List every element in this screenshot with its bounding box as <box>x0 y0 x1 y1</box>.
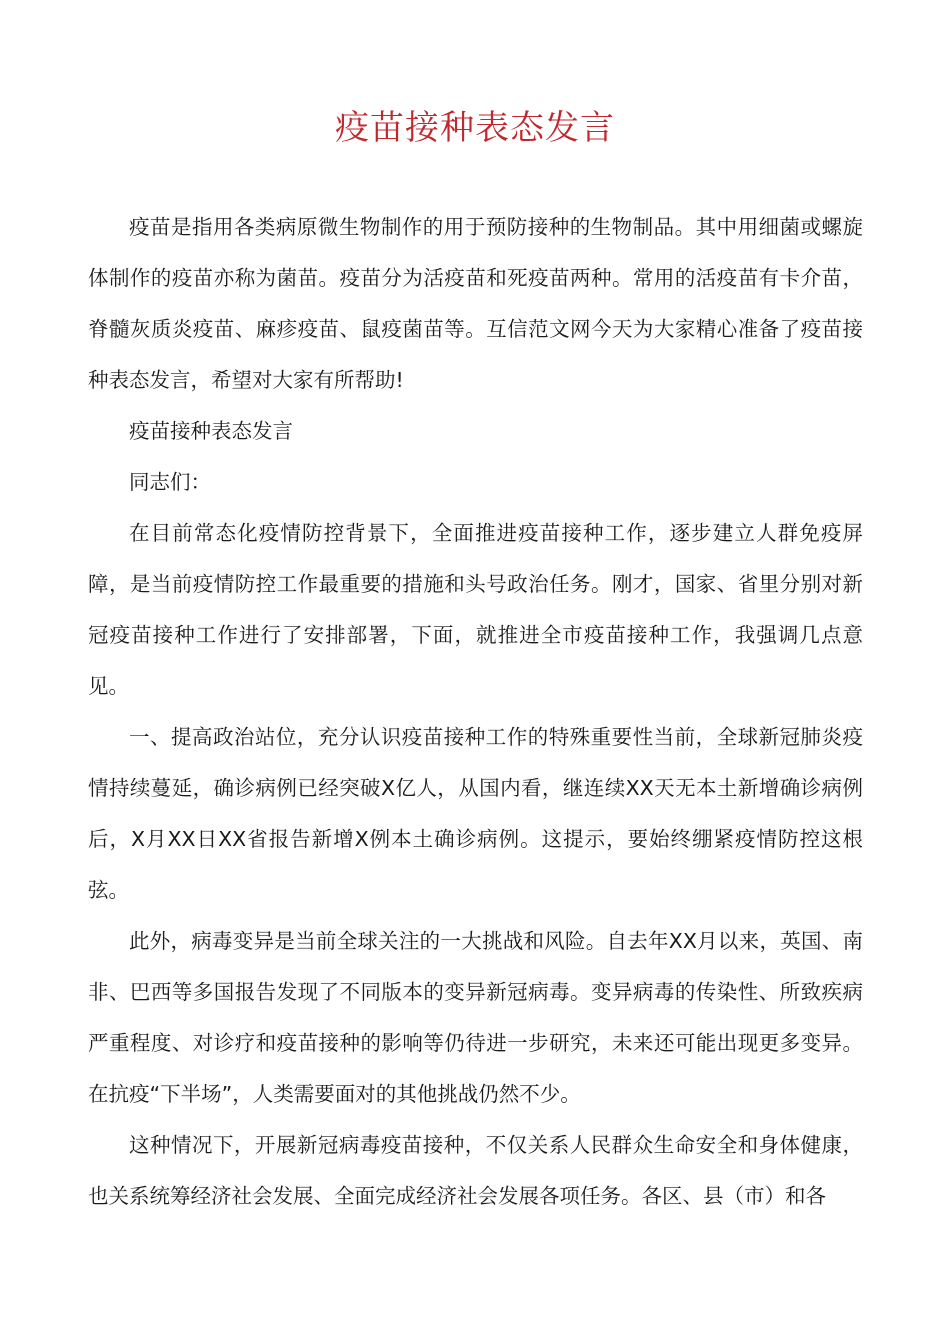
document-title: 疫苗接种表态发言 <box>335 108 615 148</box>
paragraph-point-one: 一、提高政治站位，充分认识疫苗接种工作的特殊重要性当前，全球新冠肺炎疫情持续蔓延，确诊病例已经突破X亿人，从国内看，继连续XX天无本土新增确诊病例后，X月XX日XX省报告新增X例本土确诊病例。这提示，要始终绷紧疫情防控这根弦。 <box>88 725 863 902</box>
paragraph-situation: 这种情况下，开展新冠病毒疫苗接种，不仅关系人民群众生命安全和身体健康，也关系统筹经济社会发展、全面完成经济社会发展各项任务。各区、县（市）和各 <box>88 1133 863 1208</box>
paragraph-variant: 此外，病毒变异是当前全球关注的一大挑战和风险。自去年XX月以来，英国、南非、巴西等多国报告发现了不同版本的变异新冠病毒。变异病毒的传染性、所致疾病严重程度、对诊疗和疫苗接种的影响等仍待进一步研究，未来还可能出现更多变异。在抗疫“下半场”，人类需要面对的其他挑战仍然不少。 <box>88 929 863 1106</box>
paragraph-background: 在目前常态化疫情防控背景下，全面推进疫苗接种工作，逐步建立人群免疫屏障，是当前疫情防控工作最重要的措施和头号政治任务。刚才，国家、省里分别对新冠疫苗接种工作进行了安排部署，下面，就推进全市疫苗接种工作，我强调几点意见。 <box>88 521 863 698</box>
paragraph-intro: 疫苗是指用各类病原微生物制作的用于预防接种的生物制品。其中用细菌或螺旋体制作的疫苗亦称为菌苗。疫苗分为活疫苗和死疫苗两种。常用的活疫苗有卡介苗，脊髓灰质炎疫苗、麻疹疫苗、鼠疫菌苗等。互信范文网今天为大家精心准备了疫苗接种表态发言，希望对大家有所帮助! <box>88 215 863 392</box>
paragraph-subtitle: 疫苗接种表态发言 <box>129 419 293 443</box>
paragraph-salutation: 同志们： <box>129 470 211 494</box>
document-body <box>88 202 863 1222</box>
